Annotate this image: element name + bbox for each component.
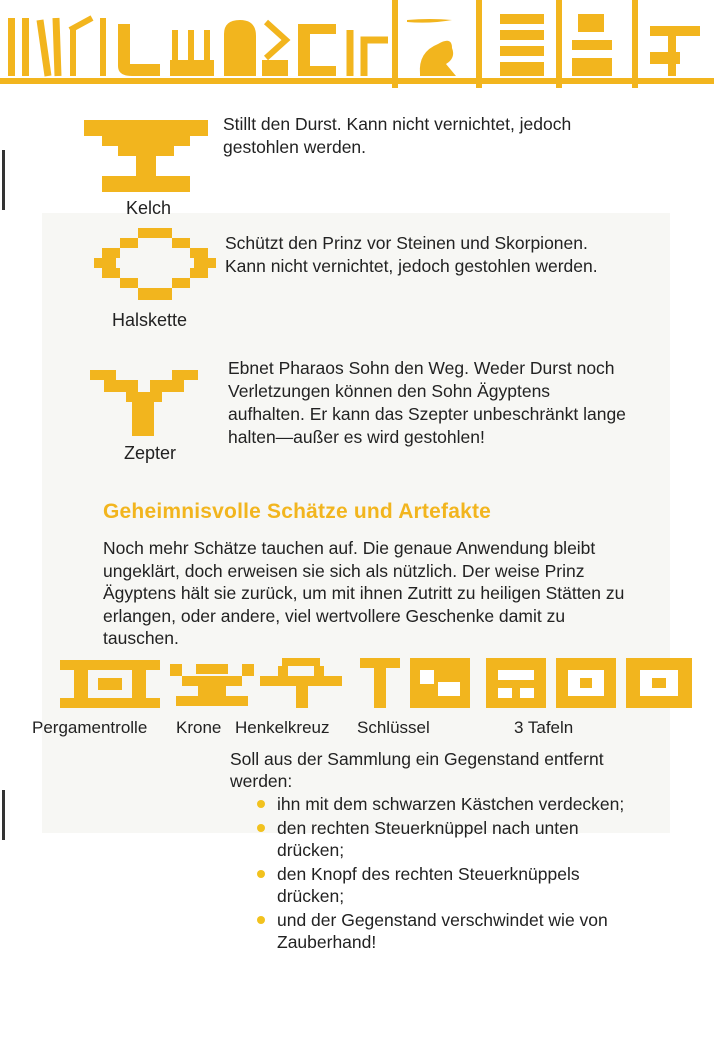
artifact-label-henkelkreuz: Henkelkreuz bbox=[235, 718, 330, 737]
artifact-label-krone: Krone bbox=[176, 718, 222, 737]
scepter-icon bbox=[90, 370, 198, 436]
step-text: und der Gegenstand verschwindet wie von Zauberhand! bbox=[277, 910, 608, 952]
item-desc-kelch: Stillt den Durst. Kann nicht vernichtet, jedoch gestohlen werden. bbox=[223, 114, 572, 157]
bullet-icon bbox=[257, 916, 265, 924]
hieroglyph-banner bbox=[0, 0, 714, 88]
section-paragraph: Noch mehr Schätze tauchen auf. Die genaue Anwendung bleibt ungeklärt, doch erweisen sie sich als nützlich. Der weise Prinz Ägyptens hält sie zurück, um mit ihnen Zutritt zu heiligen Stätten zu erlangen, oder andere, viel wertvollere Geschenke damit zu tauschen. bbox=[103, 538, 625, 648]
list-item bbox=[255, 817, 645, 861]
bullet-icon bbox=[257, 870, 265, 878]
removal-steps bbox=[255, 793, 645, 955]
artifact-label-pergamentrolle: Pergamentrolle bbox=[32, 718, 148, 737]
item-name-halskette: Halskette bbox=[112, 310, 188, 330]
list-item bbox=[255, 793, 645, 815]
item-name-kelch: Kelch bbox=[126, 198, 172, 218]
artifact-label-schluessel: Schlüssel bbox=[357, 718, 430, 737]
bullet-icon bbox=[257, 824, 265, 832]
page-edge-mark bbox=[2, 150, 5, 210]
list-item bbox=[255, 863, 645, 907]
step-text: den rechten Steuerknüppel nach unten drücken; bbox=[277, 818, 579, 860]
scroll-icon bbox=[60, 660, 160, 708]
necklace-icon bbox=[94, 228, 216, 300]
tablets-icon bbox=[486, 658, 692, 708]
step-text: ihn mit dem schwarzen Kästchen verdecken; bbox=[277, 794, 625, 814]
list-item bbox=[255, 909, 645, 953]
key-icon bbox=[360, 658, 470, 708]
page-edge-mark bbox=[2, 790, 5, 840]
ankh-icon bbox=[260, 658, 342, 708]
item-desc-zepter: Ebnet Pharaos Sohn den Weg. Weder Durst noch Verletzungen können den Sohn Ägyptens aufhalten. Er kann das Szepter unbeschränkt lange halten—außer es wird gestohlen! bbox=[228, 358, 626, 447]
item-desc-halskette: Schützt den Prinz vor Steinen und Skorpionen. Kann nicht vernichtet, jedoch gestohlen werden. bbox=[225, 233, 598, 276]
bullet-icon bbox=[257, 800, 265, 808]
removal-intro: Soll aus der Sammlung ein Gegenstand entfernt werden: bbox=[230, 749, 604, 791]
chalice-icon bbox=[84, 120, 208, 192]
crown-icon bbox=[170, 660, 254, 708]
step-text: den Knopf des rechten Steuerknüppels drücken; bbox=[277, 864, 580, 906]
item-name-zepter: Zepter bbox=[124, 443, 177, 463]
section-heading: Geheimnisvolle Schätze und Artefakte bbox=[103, 500, 492, 523]
artifact-label-tafeln: 3 Tafeln bbox=[514, 718, 574, 737]
